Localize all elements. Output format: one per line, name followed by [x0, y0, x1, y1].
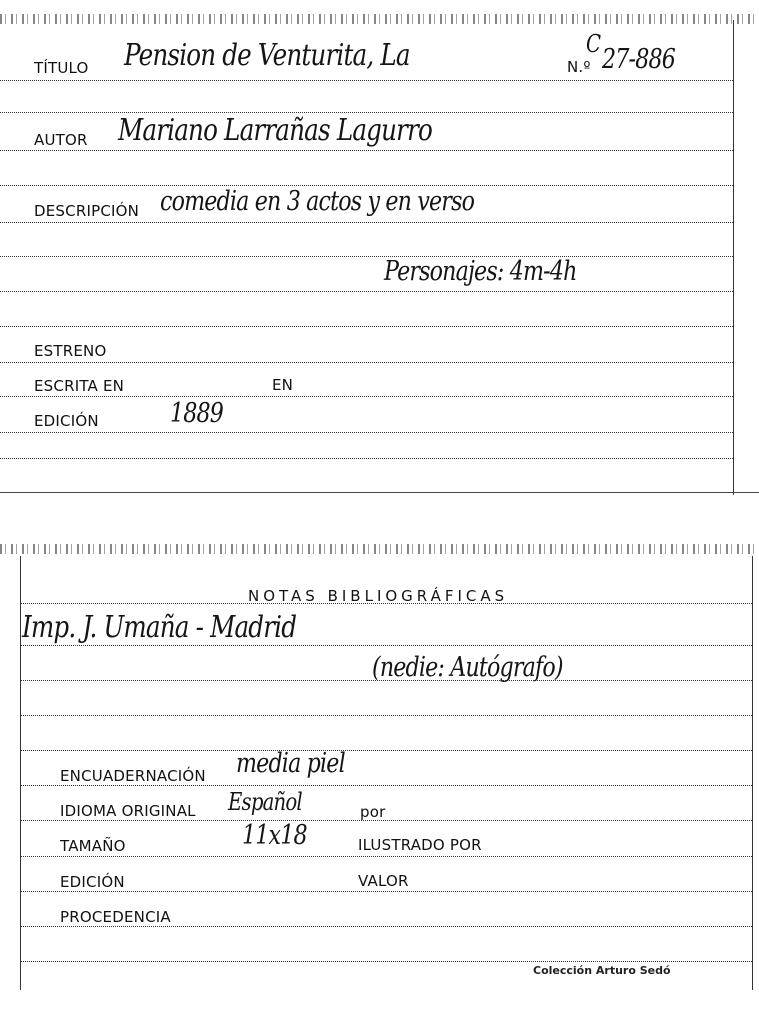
autor-value: Mariano Larrañas Lagurro: [118, 113, 433, 148]
ruled-line: [0, 362, 733, 363]
escrita-label: ESCRITA EN: [34, 377, 125, 395]
note-line-1: Imp. J. Umaña - Madrid: [22, 610, 297, 645]
collection-credit: Colección Arturo Sedó: [533, 964, 671, 977]
ruled-line: [0, 432, 733, 433]
notas-heading: NOTAS BIBLIOGRÁFICAS: [248, 587, 509, 605]
valor-label: VALOR: [358, 872, 409, 890]
encuadernacion-value: media piel: [236, 748, 345, 779]
ruled-line: [0, 326, 733, 327]
idioma-value: Español: [228, 788, 302, 816]
ruled-line: [0, 80, 733, 81]
card-right-border: [752, 556, 753, 990]
personajes-value: Personajes: 4m-4h: [384, 256, 577, 287]
card-right-border: [733, 20, 734, 495]
descripcion-value: comedia en 3 actos y en verso: [160, 186, 475, 217]
card-top-edge: [0, 544, 759, 554]
ruled-line: [20, 820, 752, 821]
tamano-value: 11x18: [242, 820, 307, 851]
ruled-line: [0, 222, 733, 223]
numero-mark: C: [586, 30, 601, 58]
ruled-line: [20, 961, 752, 962]
idioma-label: IDIOMA ORIGINAL: [60, 802, 196, 820]
card-bottom-edge: [0, 492, 759, 493]
catalog-card-top: [0, 0, 759, 495]
ruled-line: [20, 750, 752, 751]
titulo-value: Pension de Venturita, La: [124, 38, 410, 73]
card-top-edge: [0, 14, 759, 24]
estreno-label: ESTRENO: [34, 342, 107, 360]
numero-label: N.º: [567, 58, 591, 76]
catalog-card-bottom: [0, 540, 759, 990]
card-left-border: [20, 556, 21, 990]
autor-label: AUTOR: [34, 131, 88, 149]
ruled-line: [20, 856, 752, 857]
descripcion-label: DESCRIPCIÓN: [34, 202, 140, 220]
edicion-label: EDICIÓN: [34, 412, 99, 430]
ruled-line: [0, 458, 733, 459]
ruled-line: [20, 785, 752, 786]
ruled-line: [20, 926, 752, 927]
ilustrado-label: ILUSTRADO POR: [358, 836, 482, 854]
ruled-line: [0, 150, 733, 151]
note-line-2: (nedie: Autógrafo): [372, 652, 563, 683]
ruled-line: [20, 715, 752, 716]
en-label: EN: [272, 376, 294, 394]
ruled-line: [0, 396, 733, 397]
ruled-line: [0, 291, 733, 292]
encuadernacion-label: ENCUADERNACIÓN: [60, 767, 206, 785]
tamano-label: TAMAÑO: [60, 837, 126, 855]
por-label: por: [360, 803, 386, 821]
numero-value: 27-886: [602, 44, 675, 75]
edicion-value: 1889: [170, 398, 224, 429]
edicion-label: EDICIÓN: [60, 873, 125, 891]
ruled-line: [0, 256, 733, 257]
ruled-line: [20, 645, 752, 646]
titulo-label: TÍTULO: [34, 59, 89, 77]
ruled-line: [20, 891, 752, 892]
procedencia-label: PROCEDENCIA: [60, 908, 171, 926]
